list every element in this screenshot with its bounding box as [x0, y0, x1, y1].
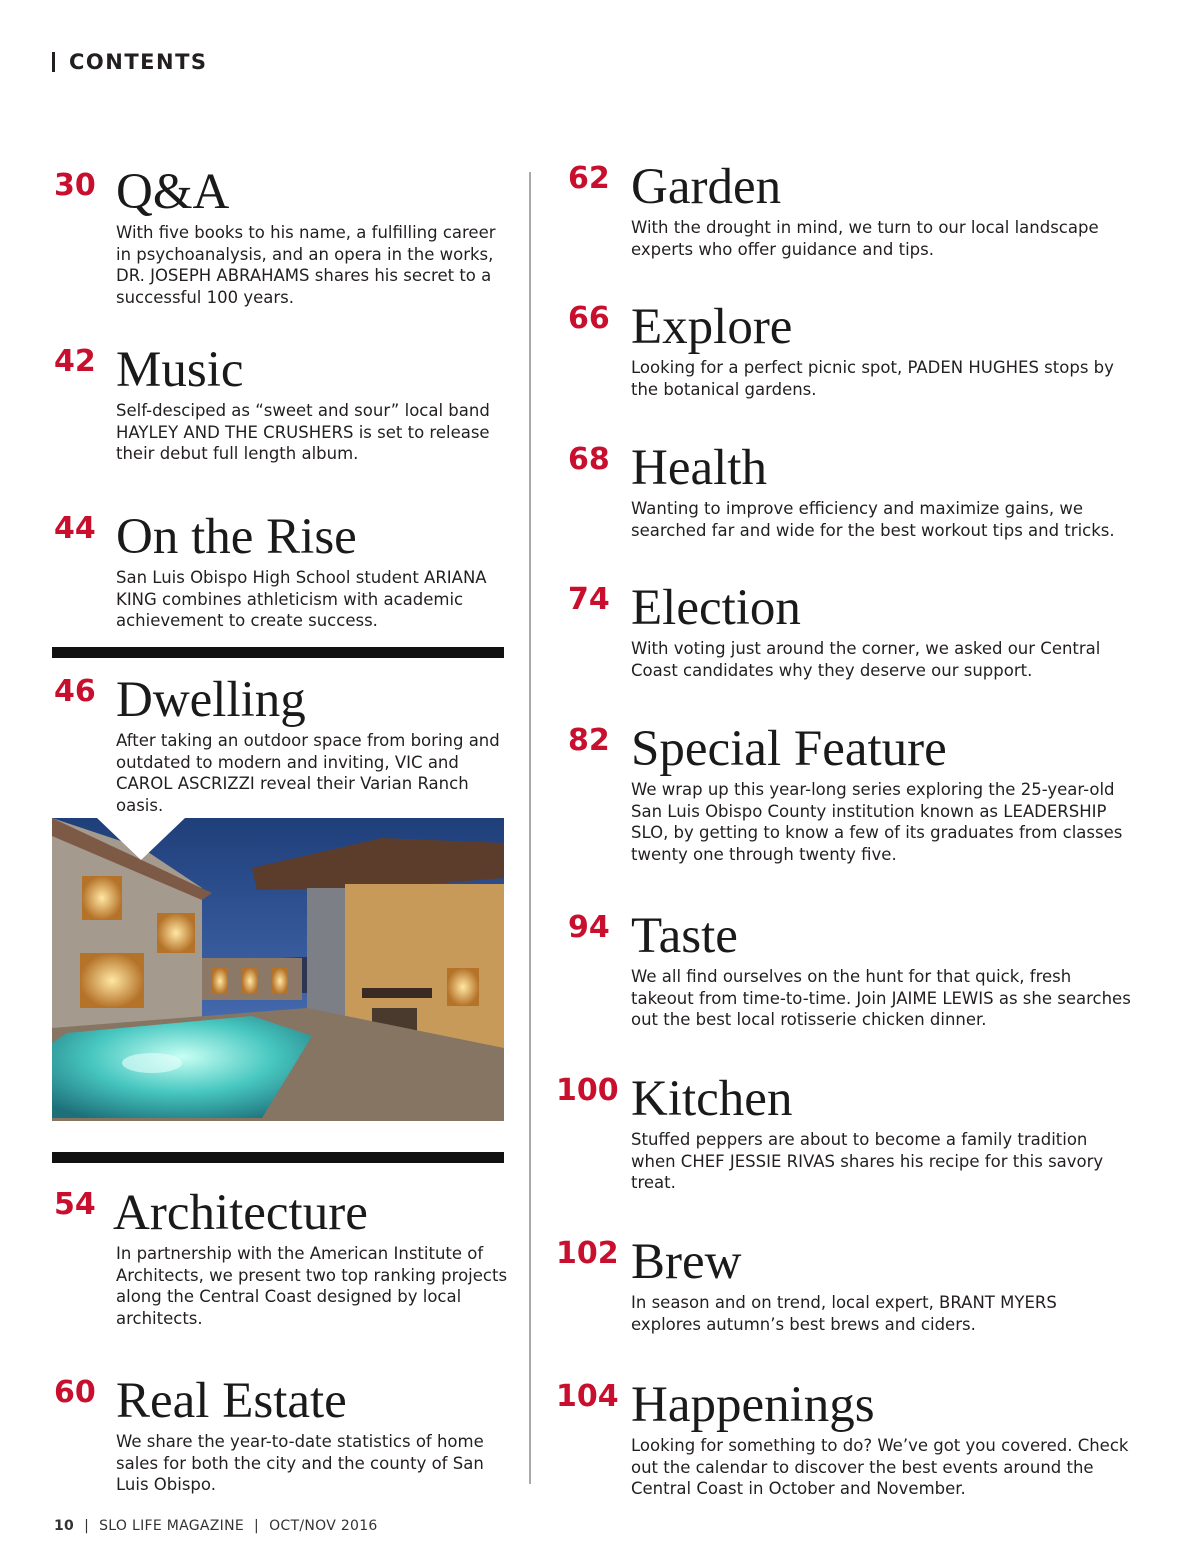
entry-title: Explore	[631, 299, 793, 355]
toc-entry-election[interactable]	[556, 582, 1156, 681]
entry-title: Q&A	[116, 164, 230, 220]
page-number: 104	[556, 1379, 619, 1414]
page-number: 66	[568, 301, 610, 336]
toc-entry-garden[interactable]	[556, 161, 1156, 260]
page-number: 94	[568, 910, 610, 945]
toc-entry-real-estate[interactable]	[0, 1375, 520, 1496]
entry-description: We all find ourselves on the hunt for that quick, fresh takeout from time-to-time. Join JAIME LEWIS as she searches out the best local rotisserie chicken dinner.	[631, 967, 1131, 1030]
entry-description: After taking an outdoor space from boring and outdated to modern and inviting, VIC and CAROL ASCRIZZI reveal their Varian Ranch oasis.	[116, 731, 500, 815]
toc-entry-brew[interactable]	[556, 1236, 1156, 1335]
entry-description: With five books to his name, a fulfilling career in psychoanalysis, and an opera in the works, DR. JOSEPH ABRAHAMS shares his secret to a successful 100 years.	[116, 223, 496, 307]
entry-description: In season and on trend, local expert, BRANT MYERS explores autumn’s best brews and ciders.	[631, 1293, 1057, 1334]
footer-publication: SLO LIFE MAGAZINE	[99, 1518, 245, 1534]
footer-page-number: 10	[54, 1518, 75, 1534]
entry-description: In partnership with the American Institute of Architects, we present two top ranking projects along the Central Coast designed by local architects.	[116, 1244, 508, 1328]
entry-title: On the Rise	[116, 509, 357, 565]
entry-title: Dwelling	[116, 672, 306, 728]
footer-separator: |	[254, 1518, 260, 1534]
entry-description: We wrap up this year-long series exploring the 25-year-old San Luis Obispo County institution known as LEADERSHIP SLO, by getting to know a few of its graduates from classes twenty one through twenty five.	[631, 780, 1123, 864]
entry-description: Looking for something to do? We’ve got you covered. Check out the calendar to discover the best events around the Central Coast in October and November.	[631, 1436, 1129, 1499]
page-number: 74	[568, 582, 610, 617]
entry-title: Election	[631, 580, 801, 636]
page-number: 100	[556, 1073, 619, 1108]
page-footer	[54, 1518, 378, 1534]
entry-description: Wanting to improve efficiency and maximize gains, we searched far and wide for the best workout tips and tricks.	[631, 499, 1115, 540]
page-number: 46	[54, 674, 96, 709]
header-bar	[52, 52, 55, 72]
entry-title: Architecture	[113, 1185, 368, 1241]
entry-title: Health	[631, 440, 767, 496]
column-divider	[529, 172, 531, 1484]
entry-description: We share the year-to-date statistics of home sales for both the city and the county of San Luis Obispo.	[116, 1432, 484, 1495]
entry-description: With voting just around the corner, we asked our Central Coast candidates why they deserve our support.	[631, 639, 1101, 680]
entry-description: Looking for a perfect picnic spot, PADEN HUGHES stops by the botanical gardens.	[631, 358, 1114, 399]
entry-description: Self-desciped as “sweet and sour” local band HAYLEY AND THE CRUSHERS is set to release their debut full length album.	[116, 401, 490, 464]
toc-entry-health[interactable]	[556, 442, 1156, 541]
page-number: 42	[54, 344, 96, 379]
entry-title: Happenings	[631, 1377, 875, 1433]
footer-separator: |	[84, 1518, 90, 1534]
page-number: 82	[568, 723, 610, 758]
entry-description: San Luis Obispo High School student ARIANA KING combines athleticism with academic achievement to create success.	[116, 568, 487, 631]
section-rule	[52, 647, 504, 658]
page-number: 60	[54, 1375, 96, 1410]
page-number: 62	[568, 161, 610, 196]
page-number: 44	[54, 511, 96, 546]
entry-title: Garden	[631, 159, 782, 215]
entry-title: Taste	[631, 908, 738, 964]
entry-description: With the drought in mind, we turn to our local landscape experts who offer guidance and tips.	[631, 218, 1099, 259]
entry-title: Music	[116, 342, 244, 398]
page-number: 102	[556, 1236, 619, 1271]
header-label: CONTENTS	[69, 50, 208, 74]
toc-entry-happenings[interactable]	[556, 1379, 1156, 1500]
toc-entry-architecture[interactable]	[0, 1187, 520, 1329]
toc-entry-taste[interactable]	[556, 910, 1156, 1031]
toc-entry-special-feature[interactable]	[556, 723, 1156, 865]
section-rule	[52, 1152, 504, 1163]
entry-title: Special Feature	[631, 721, 947, 777]
toc-entry-music[interactable]	[0, 344, 510, 465]
section-header	[52, 50, 208, 74]
footer-issue: OCT/NOV 2016	[269, 1518, 378, 1534]
page-number: 68	[568, 442, 610, 477]
entry-title: Real Estate	[116, 1373, 347, 1429]
page-number: 30	[54, 168, 96, 203]
entry-description: Stuffed peppers are about to become a family tradition when CHEF JESSIE RIVAS shares his recipe for this savory treat.	[631, 1130, 1104, 1193]
dwelling-photo[interactable]	[52, 818, 504, 1121]
toc-entry-qa[interactable]	[0, 166, 510, 308]
toc-entry-on-the-rise[interactable]	[0, 511, 510, 632]
page-number: 54	[54, 1187, 96, 1222]
entry-title: Kitchen	[631, 1071, 793, 1127]
entry-title: Brew	[631, 1234, 742, 1290]
toc-entry-explore[interactable]	[556, 301, 1156, 400]
toc-entry-dwelling[interactable]	[0, 674, 510, 816]
toc-entry-kitchen[interactable]	[556, 1073, 1156, 1194]
